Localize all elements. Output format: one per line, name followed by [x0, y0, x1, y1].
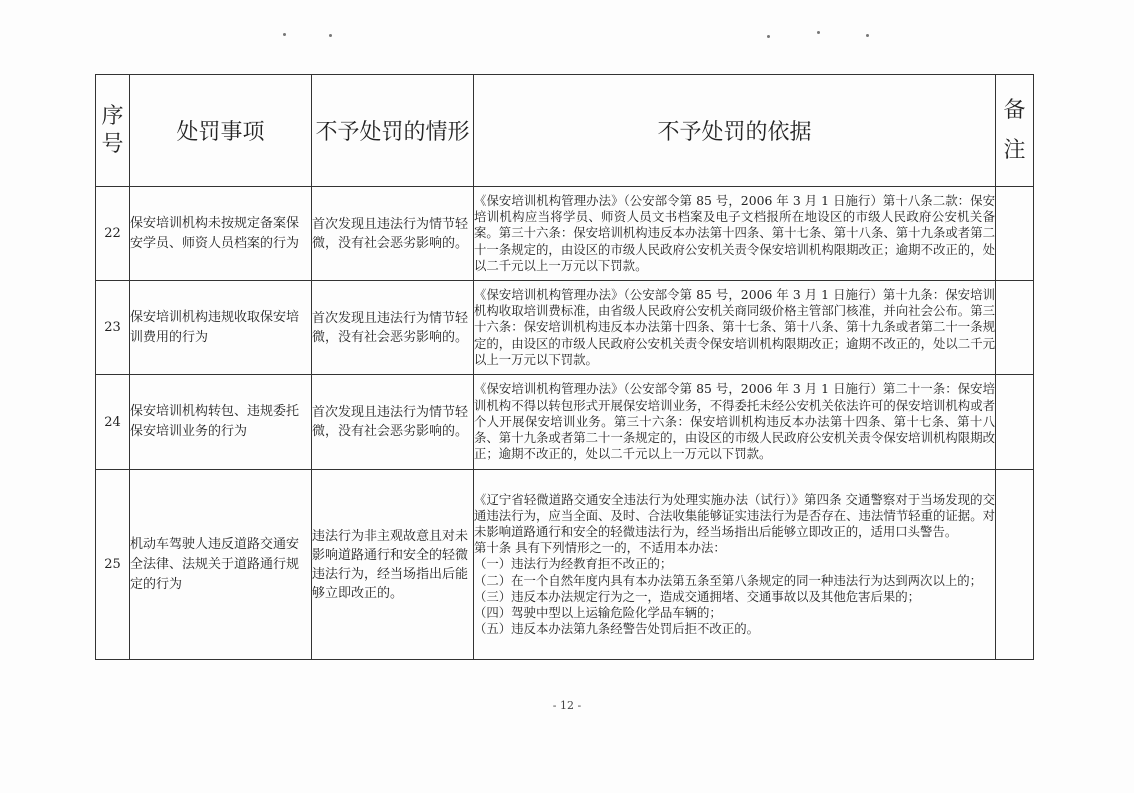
row-item: 保安培训机构未按规定备案保安学员、师资人员档案的行为 — [130, 187, 312, 281]
header-situation: 不予处罚的情形 — [312, 75, 474, 187]
row-seq: 22 — [96, 187, 130, 281]
header-note: 备 注 — [996, 75, 1034, 187]
row-situation: 首次发现且违法行为情节轻微，没有社会恶劣影响的。 — [312, 187, 474, 281]
header-basis: 不予处罚的依据 — [474, 75, 996, 187]
row-item: 机动车驾驶人违反道路交通安全法律、法规关于道路通行规定的行为 — [130, 470, 312, 660]
scan-speck — [767, 35, 770, 38]
table-row — [96, 187, 1034, 281]
row-item: 保安培训机构转包、违规委托保安培训业务的行为 — [130, 375, 312, 470]
row-situation: 首次发现且违法行为情节轻微，没有社会恶劣影响的。 — [312, 281, 474, 375]
row-note — [996, 281, 1034, 375]
header-seq: 序 号 — [96, 75, 130, 187]
row-situation: 首次发现且违法行为情节轻微，没有社会恶劣影响的。 — [312, 375, 474, 470]
page-number: - 12 - — [552, 699, 582, 712]
scan-speck — [866, 34, 869, 37]
row-seq: 25 — [96, 470, 130, 660]
row-item: 保安培训机构违规收取保安培训费用的行为 — [130, 281, 312, 375]
row-note — [996, 470, 1034, 660]
header-item: 处罚事项 — [130, 75, 312, 187]
row-seq: 23 — [96, 281, 130, 375]
row-seq: 24 — [96, 375, 130, 470]
table-row — [96, 281, 1034, 375]
scan-speck — [329, 34, 332, 37]
row-basis: 《保安培训机构管理办法》（公安部令第 85 号，2006 年 3 月 1 日施行）第二十一条：保安培训机构不得以转包形式开展保安培训业务，不得委托未经公安机关依法许可的保安培训机构或者个人开展保安培训业务。第三十六条：保安培训机构违反本办法第十四条、第十七条、第十八条、第十九条或者第二十一条规定的，由设区的市级人民政府公安机关责令保安培训机构限期改正；逾期不改正的，处以二千元以上一万元以下罚款。 — [474, 375, 996, 470]
scan-speck — [283, 33, 286, 36]
row-basis: 《保安培训机构管理办法》（公安部令第 85 号，2006 年 3 月 1 日施行）第十八条二款：保安培训机构应当将学员、师资人员文书档案及电子文档报所在地设区的市级人民政府公安机关备案。第三十六条：保安培训机构违反本办法第十四条、第十七条、第十八条、第十九条或者第二十一条规定的，由设区的市级人民政府公安机关责令保安培训机构限期改正；逾期不改正的，处以二千元以上一万元以下罚款。 — [474, 187, 996, 281]
row-note — [996, 375, 1034, 470]
table-row — [96, 375, 1034, 470]
row-basis: 《保安培训机构管理办法》（公安部令第 85 号，2006 年 3 月 1 日施行）第十九条：保安培训机构收取培训费标准，由省级人民政府公安机关商同级价格主管部门核准，并向社会公布。第三十六条：保安培训机构违反本办法第十四条、第十七条、第十八条、第十九条或者第二十一条规定的，由设区的市级人民政府公安机关责令保安培训机构限期改正；逾期不改正的，处以二千元以上一万元以下罚款。 — [474, 281, 996, 375]
row-note — [996, 187, 1034, 281]
table-row — [96, 470, 1034, 660]
scan-speck — [817, 31, 820, 34]
row-situation: 违法行为非主观故意且对未影响道路通行和安全的轻微违法行为，经当场指出后能够立即改正的。 — [312, 470, 474, 660]
table-header-row — [96, 75, 1034, 187]
penalty-exemption-table — [95, 74, 1034, 660]
row-basis: 《辽宁省轻微道路交通安全违法行为处理实施办法（试行）》第四条 交通警察对于当场发现的交通违法行为，应当全面、及时、合法收集能够证实违法行为是否存在、违法情节轻重的证据。对未影响道路通行和安全的轻微违法行为，经当场指出后能够立即改正的，适用口头警告。 第十条 具有下列情形之一的，不适用本办法： （一）违法行为经教育拒不改正的； （二）在一个自然年度内具有本办法第五条至第八条规定的同一种违法行为达到两次以上的； （三）违反本办法规定行为之一，造成交通拥堵、交通事故以及其他危害后果的； （四）驾驶中型以上运输危险化学品车辆的； （五）违反本办法第九条经警告处罚后拒不改正的。 — [474, 470, 996, 660]
